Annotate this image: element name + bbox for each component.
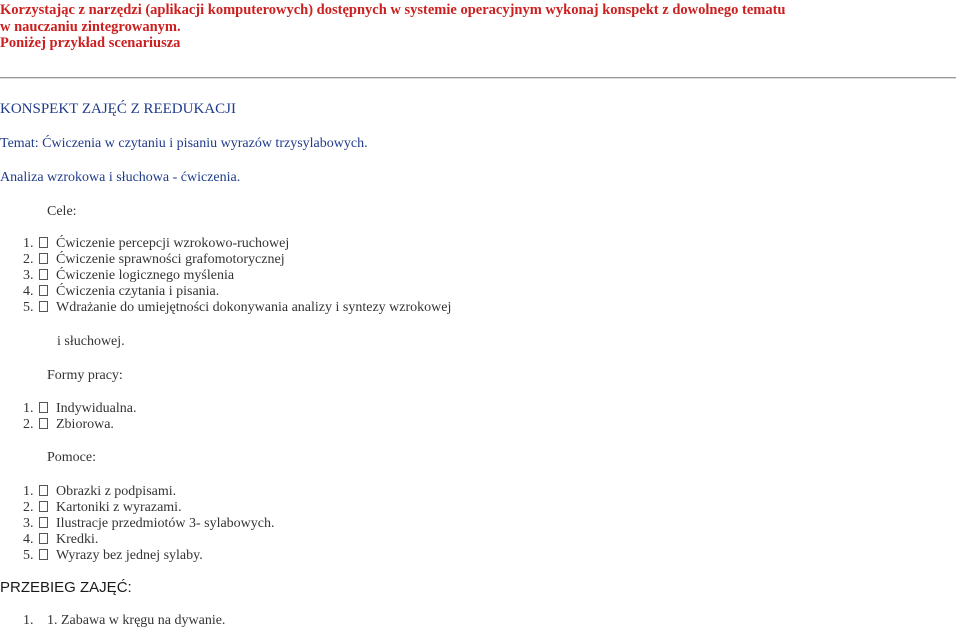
item-number: 2.	[23, 417, 34, 432]
item-number: 3.	[23, 268, 34, 283]
item-number: 3.	[23, 516, 34, 531]
item-number: 1.	[23, 484, 34, 499]
item-text: Wdrażanie do umiejętności dokonywania analizy i syntezy wzrokowej	[56, 300, 452, 315]
item-text: Ćwiczenia czytania i pisania.	[56, 284, 220, 299]
list-item	[23, 284, 219, 300]
horizontal-divider	[0, 77, 956, 79]
item-text: Ćwiczenie sprawności grafomotorycznej	[56, 252, 285, 267]
item-number: 5.	[23, 548, 34, 563]
lesson-course-heading: PRZEBIEG ZAJĘĆ:	[0, 579, 132, 596]
intro-line-1: Korzystając z narzędzi (aplikacji komputerowych) dostępnych w systemie operacyjnym wykonaj konspekt z dowolnego tematu	[0, 2, 786, 18]
missing-glyph-icon	[39, 533, 48, 544]
missing-glyph-icon	[39, 253, 48, 264]
aids-label: Pomoce:	[47, 450, 96, 465]
list-item	[23, 236, 289, 252]
list-item	[23, 613, 225, 629]
list-item	[23, 268, 234, 284]
item-text: Zbiorowa.	[56, 417, 114, 432]
item-number: 1.	[23, 401, 34, 416]
item-text: Kredki.	[56, 532, 99, 547]
missing-glyph-icon	[39, 269, 48, 280]
item-number: 1.	[23, 236, 34, 251]
item-text: Ćwiczenie logicznego myślenia	[56, 268, 235, 283]
missing-glyph-icon	[39, 549, 48, 560]
goal-continuation: i słuchowej.	[57, 334, 125, 349]
list-item	[23, 516, 275, 532]
item-text: 1. Zabawa w kręgu na dywanie.	[47, 613, 226, 628]
list-item	[23, 484, 176, 500]
item-text: Kartoniki z wyrazami.	[56, 500, 182, 515]
list-item	[23, 532, 98, 548]
document-heading: KONSPEKT ZAJĘĆ Z REEDUKACJI	[0, 101, 236, 117]
missing-glyph-icon	[39, 402, 48, 413]
item-text: Obrazki z podpisami.	[56, 484, 177, 499]
goals-label: Cele:	[47, 204, 77, 219]
item-text: Ilustracje przedmiotów 3- sylabowych.	[56, 516, 275, 531]
lesson-subtopic: Analiza wzrokowa i słuchowa - ćwiczenia.	[0, 170, 241, 185]
item-number: 4.	[23, 284, 34, 299]
item-number: 2.	[23, 500, 34, 515]
item-number: 1.	[23, 613, 34, 628]
item-text: Ćwiczenie percepcji wzrokowo-ruchowej	[56, 236, 290, 251]
item-text: Indywidualna.	[56, 401, 137, 416]
list-item	[23, 300, 451, 316]
missing-glyph-icon	[39, 285, 48, 296]
item-number: 4.	[23, 532, 34, 547]
list-item	[23, 401, 136, 417]
list-item	[23, 417, 114, 433]
lesson-topic: Temat: Ćwiczenia w czytaniu i pisaniu wyrazów trzysylabowych.	[0, 136, 368, 151]
intro-line-2: w nauczaniu zintegrowanym.	[0, 18, 181, 35]
missing-glyph-icon	[39, 485, 48, 496]
intro-instructions	[0, 2, 950, 52]
missing-glyph-icon	[39, 237, 48, 248]
missing-glyph-icon	[39, 501, 48, 512]
list-item	[23, 548, 203, 564]
item-number: 2.	[23, 252, 34, 267]
item-number: 5.	[23, 300, 34, 315]
missing-glyph-icon	[39, 418, 48, 429]
list-item	[23, 252, 285, 268]
missing-glyph-icon	[39, 517, 48, 528]
missing-glyph-icon	[39, 301, 48, 312]
intro-line-3: Poniżej przykład scenariusza	[0, 35, 181, 51]
list-item	[23, 500, 182, 516]
work-forms-label: Formy pracy:	[47, 368, 123, 383]
item-text: Wyrazy bez jednej sylaby.	[56, 548, 203, 563]
